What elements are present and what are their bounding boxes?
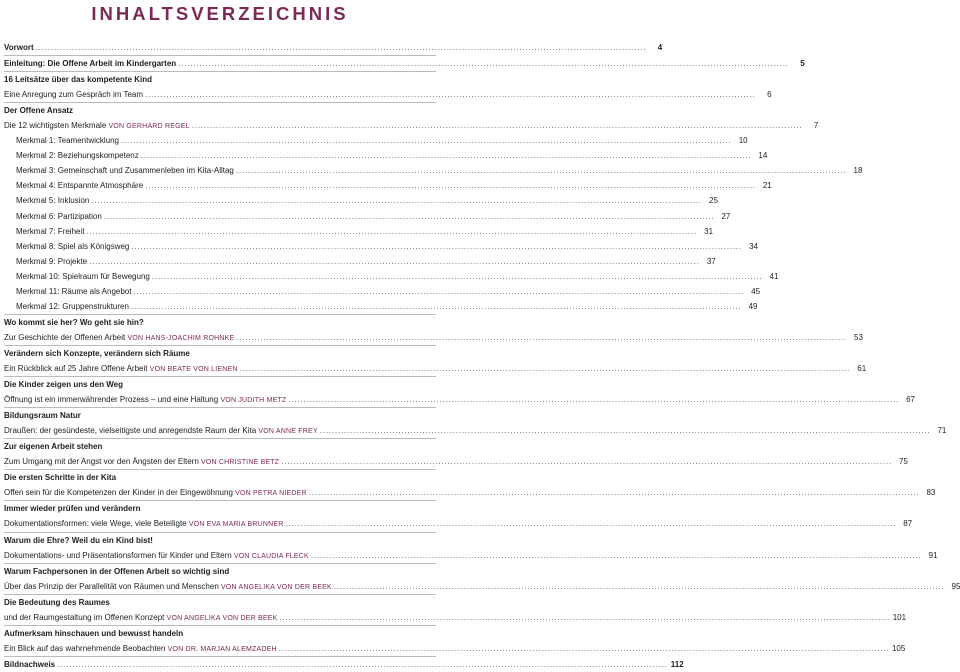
toc-entry-text: Merkmal 1: Teamentwicklung (16, 136, 120, 146)
toc-sub-entry (4, 269, 779, 284)
toc-page-number: 27 (721, 211, 731, 221)
dot-leader (131, 239, 742, 254)
toc-section-heading: Wo kommt sie her? Wo geht sie hin? (4, 314, 436, 330)
dot-leader (152, 269, 763, 284)
dot-leader (178, 56, 789, 71)
toc-entry (4, 548, 938, 563)
toc-entry-text: und der Raumgestaltung im Offenen Konzept (4, 612, 165, 622)
toc-entry-title (4, 485, 307, 501)
dot-leader (236, 330, 847, 345)
toc-section-heading: Verändern sich Konzepte, verändern sich Räume (4, 345, 436, 361)
toc-page-number: 21 (762, 181, 772, 191)
toc-page-number: 4 (657, 43, 663, 52)
toc-entry-title (4, 56, 176, 71)
toc-entry-text: Zum Umgang mit der Angst vor den Ängsten der Eltern (4, 457, 199, 467)
toc-entry-title (16, 178, 143, 193)
toc-sub-entry (4, 254, 716, 269)
toc-page-number: 37 (706, 256, 716, 266)
toc-entry-text: Öffnung ist ein immerwährender Prozess – und eine Haltung (4, 395, 219, 405)
toc-sub-entry (4, 133, 748, 148)
dot-leader (121, 133, 732, 148)
dot-leader (236, 163, 847, 178)
toc-entry (4, 579, 960, 594)
toc-page-number: 112 (670, 659, 684, 669)
dot-leader (131, 299, 742, 314)
toc-sub-entry (4, 224, 714, 239)
dot-leader (320, 423, 931, 438)
toc-entry-title (16, 148, 139, 163)
toc-entry-title (4, 361, 238, 377)
toc-section-heading: 16 Leitsätze über das kompetente Kind (4, 71, 436, 87)
dot-leader (192, 118, 803, 133)
dot-leader (91, 193, 702, 208)
toc-entry (4, 641, 906, 656)
toc-page-number: 49 (748, 301, 758, 311)
toc-entry-author: VON DR. MARJAN ALEMZADEH (167, 645, 277, 653)
dot-leader (86, 224, 697, 239)
dot-leader (141, 148, 752, 163)
toc-entry-author: VON ANGELIKA VON DER BEEK (221, 583, 332, 591)
toc-section-heading: Warum Fachpersonen in der Offenen Arbeit so wichtig sind (4, 563, 436, 579)
toc-entry (4, 330, 863, 345)
toc-entry-title (16, 224, 84, 239)
dot-leader (36, 40, 647, 55)
toc-entry-author: VON ANGELIKA VON DER BEEK (166, 614, 278, 622)
toc-entry-author: VON GERHARD REGEL (108, 123, 190, 131)
page-title: INHALTSVERZEICHNIS (91, 3, 349, 24)
toc-sub-entry (4, 299, 758, 314)
toc-entry-text: Merkmal 7: Freiheit (16, 226, 85, 236)
dot-leader (288, 392, 899, 407)
toc-entry-text: Zur Geschichte der Offenen Arbeit (4, 332, 126, 342)
toc-entry-author: VON PETRA NIEDER (235, 490, 307, 498)
toc-entry-text: Bildnachweis (4, 659, 56, 669)
toc-entry-author: VON EVA MARIA BRUNNER (188, 521, 284, 529)
toc-entry (4, 423, 947, 438)
toc-page-number: 101 (892, 612, 907, 622)
toc-entry-text: Merkmal 8: Spiel als Königsweg (16, 241, 130, 251)
dot-leader (334, 579, 945, 594)
toc-entry-text: Ein Rückblick auf 25 Jahre Offene Arbeit (4, 363, 148, 373)
toc-entry-text: Merkmal 3: Gemeinschaft und Zusammenleben im Kita-Alltag (16, 166, 234, 176)
toc-page-number: 105 (891, 643, 906, 653)
toc-entry-title (4, 579, 332, 595)
dot-leader (240, 361, 851, 376)
toc-entry-title (16, 269, 150, 284)
toc-page-number: 95 (951, 581, 960, 591)
toc-page-number: 34 (749, 241, 758, 251)
toc-sub-entry (4, 178, 772, 193)
toc-entry-text: Über das Prinzip der Parallelität von Räumen und Menschen (4, 581, 219, 591)
toc-entry-author: VON HANS-JOACHIM ROHNKE (127, 334, 235, 342)
toc-sub-entry (4, 284, 761, 299)
toc-sub-entry (4, 209, 731, 224)
toc-entry-title (4, 392, 286, 408)
toc-section-heading: Aufmerksam hinschauen und bewusst handeln (4, 625, 436, 641)
toc-section-heading: Die Kinder zeigen uns den Weg (4, 376, 436, 392)
dot-leader (104, 209, 715, 224)
toc-entry-title (4, 40, 34, 55)
toc-entry (4, 656, 684, 672)
toc-section-heading: Immer wieder prüfen und verändern (4, 500, 436, 516)
toc-entry (4, 516, 913, 531)
toc-entry-title (16, 284, 131, 299)
dot-leader (309, 485, 920, 500)
toc-page-number: 25 (709, 196, 718, 206)
toc-page-number: 45 (751, 286, 761, 296)
toc-page-number: 91 (928, 550, 938, 560)
toc-entry-title (4, 454, 279, 470)
dot-leader (57, 657, 668, 672)
toc-entry-text: Merkmal 4: Entspannte Atmosphäre (16, 181, 144, 191)
toc-page-number: 53 (854, 332, 863, 342)
toc-entry-author: VON CHRISTINE BETZ (201, 459, 280, 467)
toc-entry-text: Merkmal 9: Projekte (16, 256, 88, 266)
toc-entry-author: VON BEATE VON LIENEN (149, 365, 238, 373)
toc-entry (4, 40, 663, 55)
toc-entry (4, 118, 819, 133)
toc-page-number: 75 (898, 457, 908, 467)
toc-entry-text: Dokumentationsformen: viele Wege, viele Beteiligte (4, 519, 187, 529)
toc-entry-title (16, 133, 119, 148)
toc-entry (4, 610, 907, 625)
toc-page-number: 7 (813, 121, 819, 131)
toc-entry (4, 485, 936, 500)
toc-page-number: 41 (769, 271, 779, 281)
toc-page-number: 67 (906, 395, 916, 405)
toc-entry (4, 361, 867, 376)
toc-entry-text: Dokumentations- und Präsentationsformen für Kinder und Eltern (4, 550, 232, 560)
toc-entry-author: VON JUDITH METZ (220, 397, 287, 405)
toc-entry-title (4, 657, 55, 672)
toc-entry-title (4, 118, 190, 134)
toc-entry-title (4, 516, 284, 532)
dot-leader (145, 178, 756, 193)
toc-entry-text: Draußen: der gesündeste, vielseitigste und anregendste Raum der Kita (4, 426, 257, 436)
toc-entry-text: Merkmal 5: Inklusion (16, 196, 90, 206)
dot-leader (279, 610, 890, 625)
toc-entry-text: Merkmal 2: Beziehungskompetenz (16, 151, 139, 161)
toc-entry-text: Merkmal 10: Spielraum für Bewegung (16, 271, 150, 281)
toc-entry-title (16, 239, 129, 254)
toc-entry-author: VON ANNE FREY (258, 428, 318, 436)
dot-leader (145, 87, 756, 102)
toc-entry-title (4, 330, 234, 346)
toc-entry-text: Einleitung: Die Offene Arbeit im Kindergarten (4, 59, 177, 69)
toc-section-heading: Warum die Ehre? Weil du ein Kind bist! (4, 532, 436, 548)
toc-entry-text: Merkmal 6: Partizipation (16, 211, 102, 221)
toc-entry-text: Merkmal 12: Gruppenstrukturen (16, 301, 129, 311)
toc-sub-entry (4, 163, 863, 178)
toc-entry (4, 454, 908, 469)
dot-leader (279, 641, 890, 656)
toc-entry-title (16, 254, 87, 269)
toc-entry-title (16, 163, 234, 178)
dot-leader (89, 254, 700, 269)
toc-section-heading: Die ersten Schritte in der Kita (4, 469, 436, 485)
dot-leader (311, 548, 922, 563)
toc-page-number: 18 (853, 166, 863, 176)
toc-entry-title (4, 87, 143, 102)
toc-entry-title (4, 610, 277, 626)
toc-entry-text: Die 12 wichtigsten Merkmale (4, 121, 107, 131)
toc-entry-text: Ein Blick auf das wahrnehmende Beobachten (4, 643, 166, 653)
toc-entry-text: Eine Anregung zum Gespräch im Team (4, 90, 144, 100)
toc-entry-text: Vorwort (4, 43, 34, 52)
toc-entry-title (16, 209, 102, 224)
toc-page-number: 10 (738, 136, 748, 146)
toc-entry-text: Offen sein für die Kompetenzen der Kinder in der Eingewöhnung (4, 488, 233, 498)
toc-entry-author: VON CLAUDIA FLECK (233, 552, 309, 560)
dot-leader (133, 284, 744, 299)
toc-entry-title (4, 423, 318, 439)
toc-entry-title (4, 548, 309, 564)
toc-sub-entry (4, 239, 758, 254)
toc-page-number: 87 (903, 519, 913, 529)
toc-section-heading: Der Offene Ansatz (4, 102, 436, 118)
toc-page-number: 5 (800, 59, 805, 69)
dot-leader (286, 516, 897, 531)
dot-leader (281, 454, 892, 469)
toc-sub-entry (4, 148, 768, 163)
toc-entry-text: Merkmal 11: Räume als Angebot (16, 286, 132, 296)
toc-page-number: 14 (758, 151, 768, 161)
toc-page-number: 31 (704, 226, 714, 236)
table-of-contents (4, 40, 960, 672)
toc-entry (4, 55, 805, 71)
toc-section-heading: Bildungsraum Natur (4, 407, 436, 423)
toc-section-heading: Zur eigenen Arbeit stehen (4, 438, 436, 454)
toc-entry-title (16, 299, 129, 314)
toc-page-number: 71 (937, 426, 947, 436)
toc-page-number: 6 (767, 90, 772, 100)
toc-sub-entry (4, 193, 718, 208)
toc-page-number: 83 (926, 488, 936, 498)
toc-entry-title (16, 193, 89, 208)
toc-entry (4, 87, 772, 102)
toc-section-heading: Die Bedeutung des Raumes (4, 594, 436, 610)
toc-page-number: 61 (857, 363, 867, 373)
toc-entry (4, 392, 916, 407)
toc-entry-title (4, 641, 277, 657)
